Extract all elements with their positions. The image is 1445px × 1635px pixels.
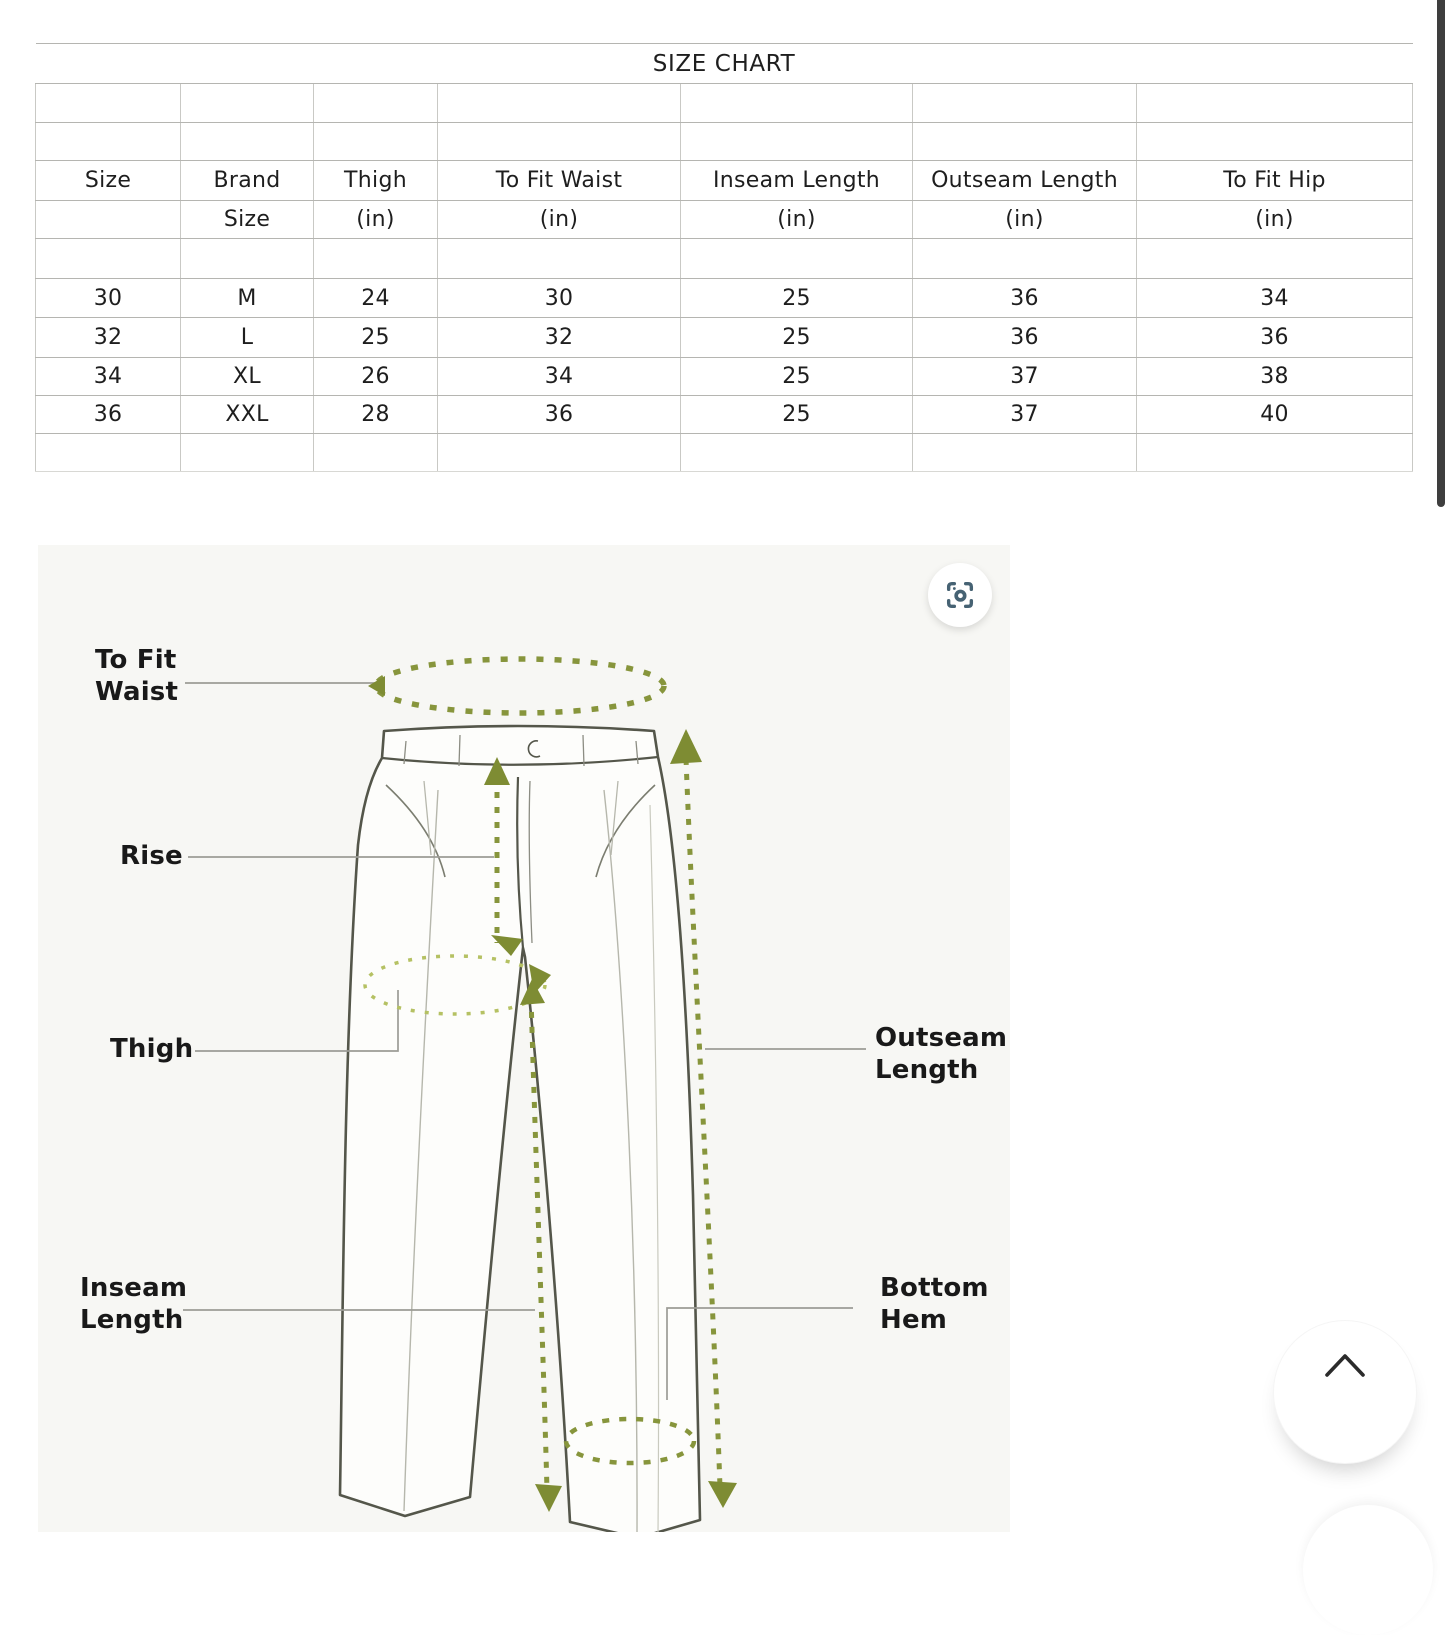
cell-thigh: 25 <box>314 318 438 358</box>
table-row <box>36 396 1413 434</box>
image-search-button[interactable] <box>928 563 992 627</box>
cell-thigh: 28 <box>314 396 438 434</box>
cell-waist: 34 <box>438 358 681 396</box>
col-header: Thigh <box>314 161 438 201</box>
col-header: Outseam Length <box>913 161 1137 201</box>
cell-hip: 38 <box>1137 358 1413 396</box>
col-header: Inseam Length <box>681 161 913 201</box>
cell-hip: 34 <box>1137 279 1413 318</box>
inseam-bottom-arrow <box>535 1484 562 1512</box>
cell-waist: 32 <box>438 318 681 358</box>
outseam-bottom-arrow <box>708 1481 737 1508</box>
cell-inseam: 25 <box>681 358 913 396</box>
label-outseam-length: Outseam Length <box>875 1023 1008 1085</box>
cell-size: 36 <box>36 396 181 434</box>
size-guide-image <box>38 545 1010 1532</box>
table-row <box>36 318 1413 358</box>
col-header: Size <box>36 161 181 201</box>
cell-outseam: 36 <box>913 318 1137 358</box>
cell-waist: 30 <box>438 279 681 318</box>
label-bottom-hem: Bottom Hem <box>880 1273 989 1335</box>
cell-brand-size: XXL <box>181 396 314 434</box>
col-header-unit: (in) <box>913 201 1137 239</box>
size-chart-title: SIZE CHART <box>36 44 1413 84</box>
label-thigh: Thigh <box>110 1034 194 1064</box>
scroll-to-top-button[interactable] <box>1273 1320 1417 1464</box>
chevron-up-icon <box>1321 1351 1369 1379</box>
label-rise: Rise <box>120 841 183 871</box>
header-row-line1 <box>36 161 1413 201</box>
cell-inseam: 25 <box>681 396 913 434</box>
table-spacer-row <box>36 123 1413 161</box>
cell-outseam: 37 <box>913 396 1137 434</box>
pants-outline <box>340 726 700 1532</box>
col-header-unit: (in) <box>1137 201 1413 239</box>
waist-measure-ellipse <box>376 659 664 713</box>
cell-brand-size: L <box>181 318 314 358</box>
col-header: Brand <box>181 161 314 201</box>
lens-icon <box>943 578 977 612</box>
outseam-top-arrow <box>670 729 702 764</box>
label-to-fit-waist: To Fit Waist <box>95 645 179 707</box>
col-header-unit: (in) <box>438 201 681 239</box>
cell-brand-size: XL <box>181 358 314 396</box>
cell-thigh: 26 <box>314 358 438 396</box>
cell-hip: 36 <box>1137 318 1413 358</box>
header-row-line2 <box>36 201 1413 239</box>
cell-thigh: 24 <box>314 279 438 318</box>
col-header: To Fit Waist <box>438 161 681 201</box>
table-row <box>36 358 1413 396</box>
col-header: To Fit Hip <box>1137 161 1413 201</box>
table-row <box>36 279 1413 318</box>
table-spacer-row <box>36 84 1413 123</box>
table-spacer-row <box>36 239 1413 279</box>
cell-hip: 40 <box>1137 396 1413 434</box>
col-header-unit: Size <box>181 201 314 239</box>
col-header-unit: (in) <box>314 201 438 239</box>
cell-size: 30 <box>36 279 181 318</box>
cell-size: 34 <box>36 358 181 396</box>
waist-arrow <box>368 676 385 696</box>
cell-inseam: 25 <box>681 279 913 318</box>
floating-button-partial <box>1303 1505 1433 1635</box>
cell-outseam: 37 <box>913 358 1137 396</box>
cell-waist: 36 <box>438 396 681 434</box>
cell-brand-size: M <box>181 279 314 318</box>
scrollbar-thumb[interactable] <box>1437 0 1445 507</box>
col-header-unit <box>36 201 181 239</box>
size-chart-table <box>35 43 1413 472</box>
cell-inseam: 25 <box>681 318 913 358</box>
col-header-unit: (in) <box>681 201 913 239</box>
label-inseam-length: Inseam Length <box>80 1273 188 1335</box>
size-chart-title-row <box>36 44 1413 84</box>
table-spacer-row <box>36 434 1413 472</box>
cell-outseam: 36 <box>913 279 1137 318</box>
cell-size: 32 <box>36 318 181 358</box>
